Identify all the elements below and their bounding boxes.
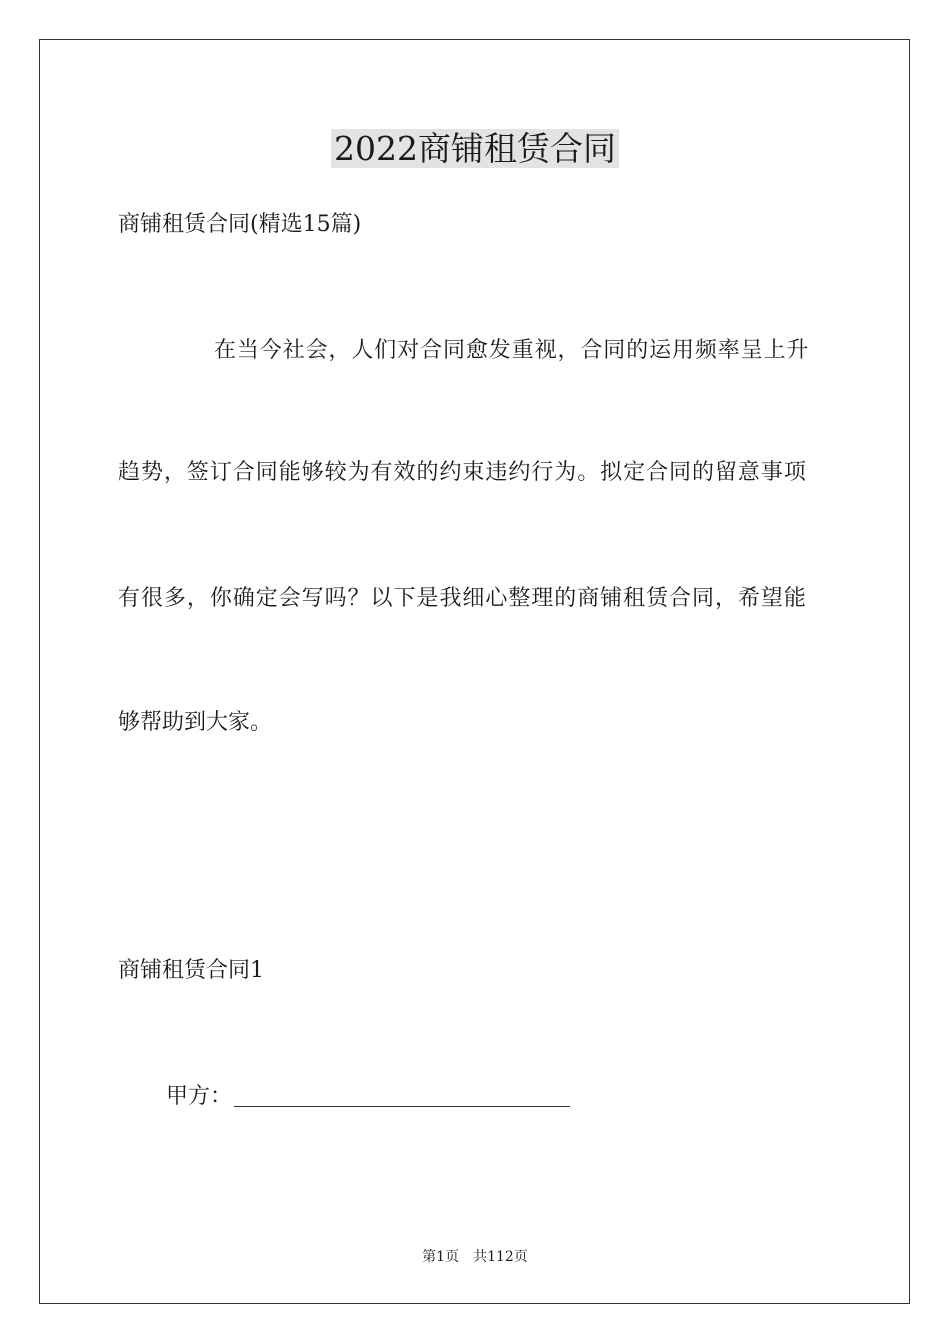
document-title-text: 2022商铺租赁合同 (331, 129, 619, 168)
page-number: 第1页 (422, 1249, 460, 1265)
page-footer (0, 1247, 950, 1267)
party-a-label: 甲方： (166, 1084, 233, 1109)
document-title (0, 128, 950, 170)
party-a-blank-line (234, 1106, 570, 1107)
document-subtitle: 商铺租赁合同(精选15篇) (118, 212, 362, 237)
intro-line-3: 有很多，你确定会写吗？以下是我细心整理的商铺租赁合同，希望能 (118, 586, 807, 611)
intro-line-1: 在当今社会，人们对合同愈发重视，合同的运用频率呈上升 (214, 338, 810, 363)
section-heading: 商铺租赁合同1 (118, 958, 264, 983)
intro-line-2: 趋势，签订合同能够较为有效的约束违约行为。拟定合同的留意事项 (118, 460, 807, 485)
total-pages: 共112页 (473, 1249, 528, 1265)
intro-line-4: 够帮助到大家。 (118, 710, 273, 735)
